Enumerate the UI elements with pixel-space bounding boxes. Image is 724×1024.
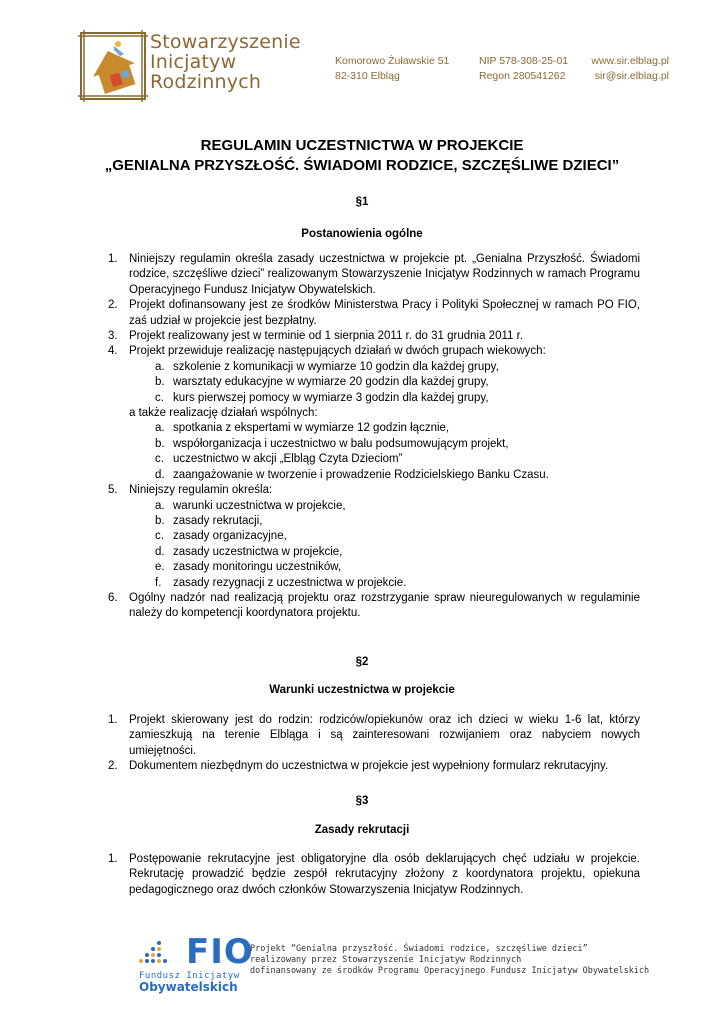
- page-footer: [137, 932, 650, 995]
- sub-letter: c.: [155, 530, 164, 543]
- fio-dots-icon: [137, 939, 185, 973]
- header-contact: [591, 54, 669, 84]
- sub-letter: c.: [155, 391, 164, 404]
- item-number: 3.: [108, 330, 118, 343]
- sub-item: [108, 545, 640, 560]
- header-address: [335, 54, 449, 84]
- sub-text: zasady uczestnictwa w projekcie,: [173, 545, 343, 558]
- item-text: Ogólny nadzór nad realizacją projektu oraz rozstrzyganie spraw nieuregulowanych w regulaminie należy do kompetencji koordynatora projektu.: [129, 591, 640, 620]
- sub-item: [108, 437, 640, 452]
- sub-item: [108, 360, 640, 375]
- item-text: Niniejszy regulamin określa zasady uczestnictwa w projekcie pt. „Genialna Przyszłość. Świadomi rodzice, szczęśliwe dzieci” realizowanym Stowarzyszenie Inicjatyw Rodzinnych w ramach Programu Operacyjnego Fundusz Inicjatyw Obywatelskich.: [129, 253, 640, 296]
- sub-text: szkolenie z komunikacji w wymiarze 10 godzin dla każdej grupy,: [173, 360, 499, 373]
- fio-logo-word: FIO: [186, 932, 254, 972]
- fio-logo-subtitle: Obywatelskich: [139, 980, 238, 994]
- sub-letter: b.: [155, 514, 165, 527]
- sub-text: zasady rekrutacji,: [173, 514, 263, 527]
- item-number: 1.: [108, 853, 118, 865]
- section-mark: §2: [355, 656, 369, 668]
- footer-project-info: [250, 944, 649, 977]
- item-number: 2.: [108, 760, 118, 773]
- header-registration: [479, 54, 568, 84]
- sub-item: [108, 468, 640, 483]
- nip-number: NIP 578-308-25-01: [479, 55, 569, 67]
- item-number: 5.: [108, 484, 118, 497]
- sub-letter: b.: [155, 376, 165, 389]
- item-number: 4.: [108, 345, 118, 358]
- list-item: [108, 252, 640, 298]
- item-number: 2.: [108, 299, 118, 312]
- item-text: Dokumentem niezbędnym do uczestnictwa w projekcie jest wypełniony formularz rekrutacyjny.: [129, 760, 609, 773]
- org-name-line: Rodzinnych: [150, 71, 262, 93]
- sub-text: zaangażowanie w tworzenie i prowadzenie Rodzicielskiego Banku Czasu.: [173, 468, 549, 481]
- sub-letter: c.: [155, 453, 164, 466]
- project-name-title: „GENIALNA PRZYSZŁOŚĆ. ŚWIADOMI RODZICE, SZCZĘŚLIWE DZIECI”: [104, 157, 620, 174]
- list-item: [108, 759, 640, 774]
- website-link[interactable]: www.sir.elblag.pl: [591, 55, 669, 67]
- sub-text: uczestnictwo w akcji „Elbląg Czyta Dzieciom”: [173, 453, 403, 466]
- section-heading: Zasady rekrutacji: [314, 824, 410, 836]
- item-number: 1.: [108, 714, 118, 726]
- list-item: [108, 344, 640, 359]
- regon-number: Regon 280541262: [479, 70, 566, 82]
- sub-letter: e.: [155, 561, 165, 574]
- item-text: Projekt dofinansowany jest ze środków Ministerstwa Pracy i Polityki Społecznej w ramach PO FIO, zaś udział w projekcie jest bezpłatny.: [129, 299, 640, 327]
- sub-item: [108, 391, 640, 406]
- email-link[interactable]: sir@sir.elblag.pl: [594, 70, 669, 82]
- organization-name: [150, 32, 301, 92]
- sub-letter: a.: [155, 499, 165, 512]
- sub-item: [108, 560, 640, 575]
- section-3-list: [108, 852, 640, 898]
- list-item: [108, 852, 640, 898]
- joint-activities-intro: a także realizację działań wspólnych:: [129, 407, 318, 420]
- section-mark: §1: [355, 196, 369, 208]
- sub-text: kurs pierwszej pomocy w wymiarze 3 godzin dla każdej grupy,: [173, 391, 489, 404]
- item-text: Projekt skierowany jest do rodzin: rodziców/opiekunów oraz ich dzieci w wieku 1-6 lat, którzy zamieszkują na terenie Elbląga i są zainteresowani rozwijaniem oraz nabyciem nowych umiejętności.: [129, 714, 640, 757]
- section-2-list: [108, 713, 640, 775]
- section-heading: Warunki uczestnictwa w projekcie: [269, 684, 455, 696]
- sub-text: zasady organizacyjne,: [173, 530, 287, 543]
- section-1-list: [108, 252, 640, 622]
- org-name-line: Inicjatyw: [150, 51, 237, 73]
- sub-item: [108, 421, 640, 436]
- item-text: Projekt realizowany jest w terminie od 1 sierpnia 2011 r. do 31 grudnia 2011 r.: [129, 330, 523, 343]
- address-line: 82-310 Elbląg: [335, 70, 400, 82]
- sub-text: spotkania z ekspertami w wymiarze 12 godzin łącznie,: [173, 422, 450, 435]
- section-mark: §3: [355, 795, 369, 807]
- item-text: Niniejszy regulamin określa:: [129, 484, 273, 497]
- sub-item: [108, 375, 640, 390]
- house-logo-icon: [78, 30, 148, 102]
- sub-item: [108, 576, 640, 591]
- item-number: 1.: [108, 253, 118, 265]
- section-heading: Postanowienia ogólne: [301, 228, 423, 240]
- sub-letter: a.: [155, 360, 165, 373]
- document-title: REGULAMIN UCZESTNICTWA W PROJEKCIE: [200, 137, 524, 154]
- sub-text: współorganizacja i uczestnictwo w balu podsumowującym projekt,: [173, 437, 509, 450]
- sub-letter: b.: [155, 437, 165, 450]
- list-item: [108, 483, 640, 498]
- list-item: [108, 713, 640, 759]
- sub-item: [108, 529, 640, 544]
- address-line: Komorowo Żuławskie 51: [335, 55, 450, 67]
- sub-letter: a.: [155, 422, 165, 435]
- sub-text: zasady monitoringu uczestników,: [173, 561, 342, 574]
- sub-letter: d.: [155, 545, 165, 558]
- footer-line: realizowany przez Stowarzyszenie Inicjatyw Rodzinnych: [250, 955, 522, 965]
- sub-item: [108, 514, 640, 529]
- list-item: [108, 298, 640, 329]
- footer-line: dofinansowany ze środków Programu Operacyjnego Fundusz Inicjatyw Obywatelskich: [250, 966, 650, 976]
- org-name-line: Stowarzyszenie: [150, 31, 301, 53]
- item-text: Projekt przewiduje realizację następujących działań w dwóch grupach wiekowych:: [129, 345, 546, 358]
- footer-line: Projekt “Genialna przyszłość. Świadomi rodzice, szczęśliwe dzieci”: [250, 944, 588, 954]
- sub-item: [108, 452, 640, 467]
- sub-letter: f.: [155, 576, 162, 589]
- sub-letter: d.: [155, 468, 165, 481]
- item-text: Postępowanie rekrutacyjne jest obligatoryjne dla osób deklarujących chęć udziału w projekcie. Rekrutację prowadzić będzie zespół rekrutacyjny złożony z koordynatora projektu, opiekuna pedagogicznego oraz dwóch członków Stowarzyszenia Inicjatyw Rodzinnych.: [129, 853, 640, 896]
- fio-logo-subtitle: Fundusz Inicjatyw: [139, 971, 240, 981]
- sub-item: [108, 499, 640, 514]
- sub-text: zasady rezygnacji z uczestnictwa w projekcie.: [173, 576, 407, 589]
- organization-logo: [78, 30, 301, 102]
- sub-text: warsztaty edukacyjne w wymiarze 20 godzin dla każdej grupy,: [173, 376, 489, 389]
- list-item: [108, 329, 640, 344]
- item-number: 6.: [108, 591, 118, 604]
- sub-text: warunki uczestnictwa w projekcie,: [173, 499, 346, 512]
- list-item: [108, 591, 640, 622]
